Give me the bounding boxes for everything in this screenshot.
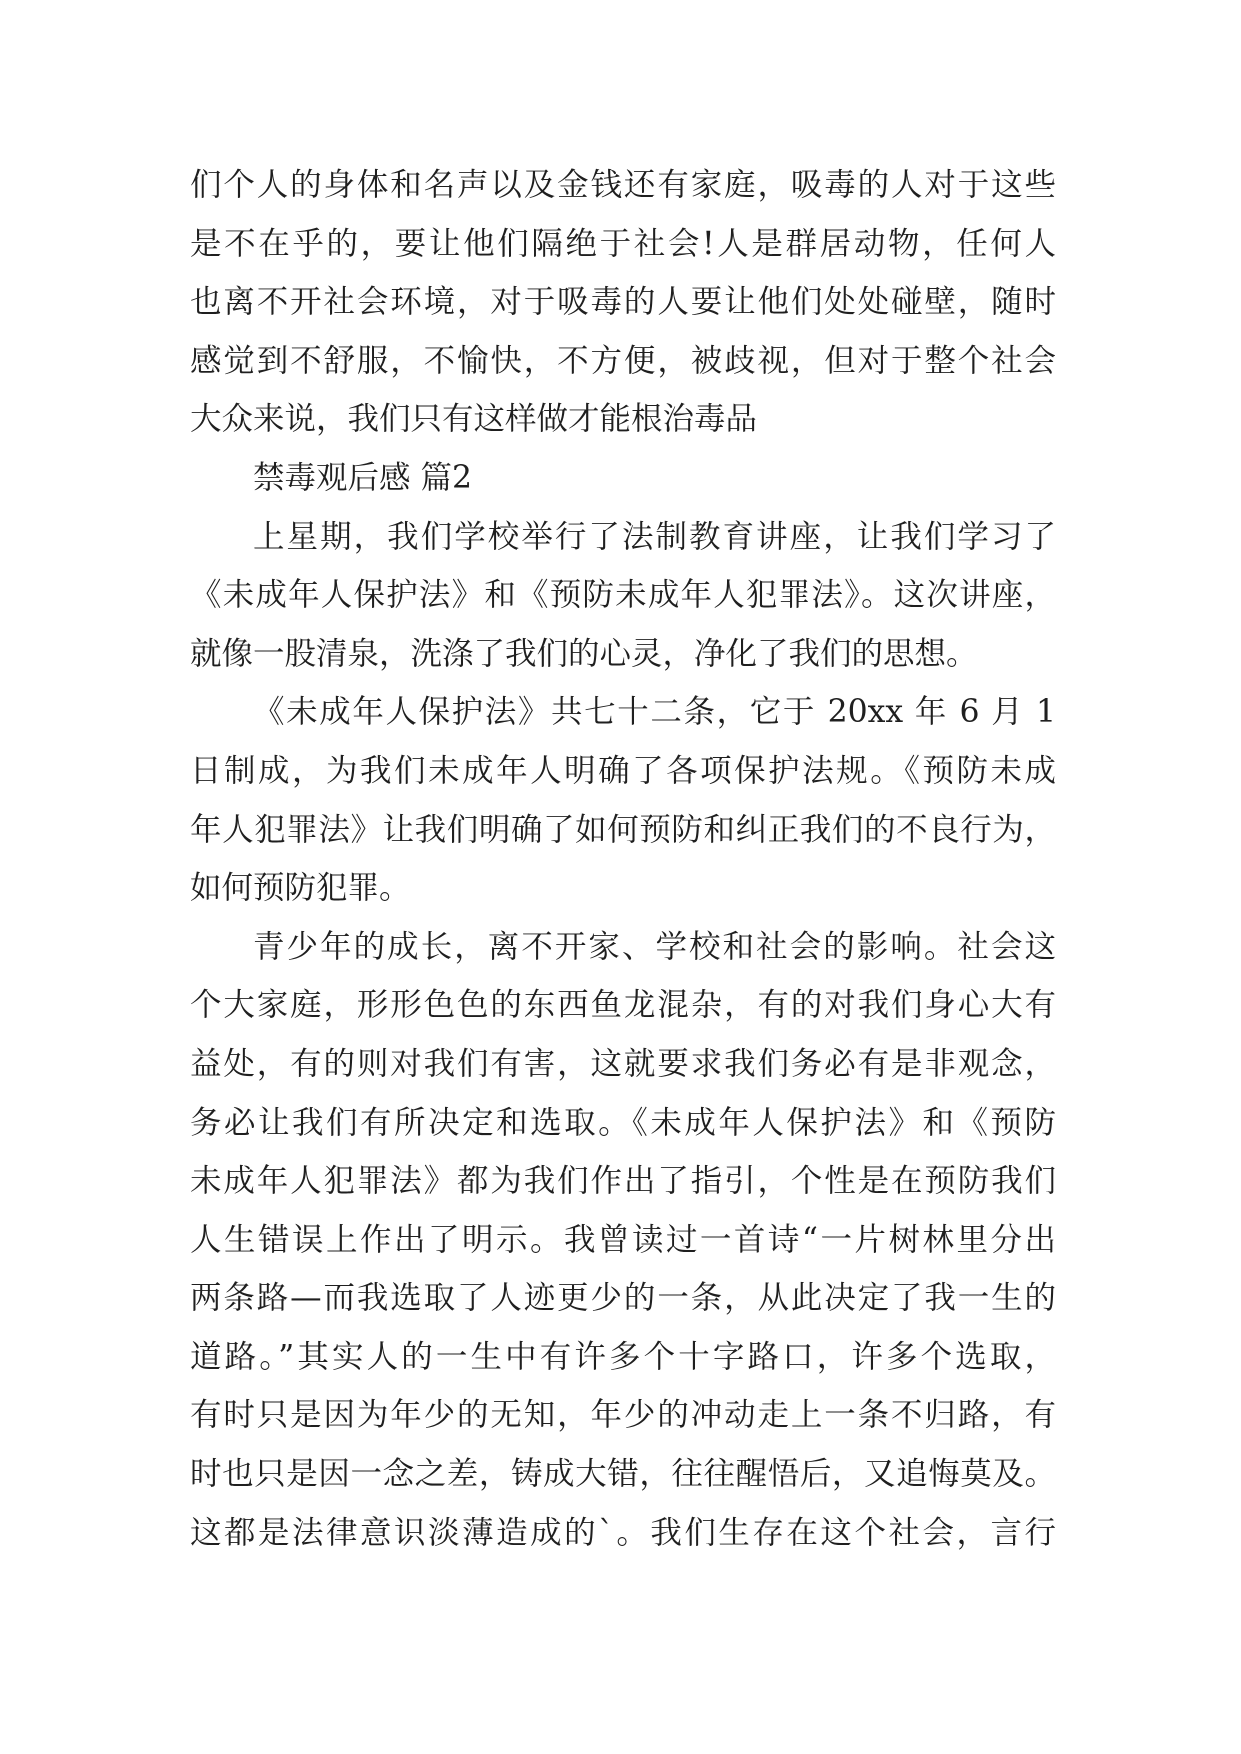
paragraph (190, 508, 1056, 684)
text-line: 就像一股清泉，洗涤了我们的心灵，净化了我们的思想。 (190, 635, 978, 672)
text-line: 年人犯罪法》让我们明确了如何预防和纠正我们的不良行为， (190, 811, 1056, 848)
paragraph (190, 683, 1056, 917)
text-line: 两条路—而我选取了人迹更少的一条，从此决定了我一生的 (190, 1280, 1056, 1317)
text-line: 如何预防犯罪。 (190, 870, 411, 907)
text-line: 日制成，为我们未成年人明确了各项保护法规。《预防未成 (190, 752, 1056, 789)
text-line: 是不在乎的，要让他们隔绝于社会!人是群居动物，任何人 (190, 225, 1056, 262)
text-line: 人生错误上作出了明示。我曾读过一首诗“一片树林里分出 (190, 1221, 1056, 1258)
text-line: 大众来说，我们只有这样做才能根治毒品 (190, 401, 758, 438)
text-line: 个大家庭，形形色色的东西鱼龙混杂，有的对我们身心大有 (190, 987, 1056, 1024)
text-line: 未成年人犯罪法》都为我们作出了指引，个性是在预防我们 (190, 1163, 1056, 1200)
text-line: 们个人的身体和名声以及金钱还有家庭，吸毒的人对于这些 (190, 167, 1056, 203)
text-line: 有时只是因为年少的无知，年少的冲动走上一条不归路，有 (190, 1397, 1056, 1434)
continued-paragraph (190, 156, 1056, 449)
text-line: 《未成年人保护法》和《预防未成年人犯罪法》。这次讲座， (190, 577, 1056, 614)
section-heading: 禁毒观后感 篇2 (253, 459, 473, 496)
text-line: 道路。”其实人的一生中有许多个十字路口，许多个选取， (190, 1338, 1056, 1375)
text-line: 《未成年人保护法》共七十二条，它于 20xx 年 6 月 1 (253, 694, 1056, 731)
text-line: 上星期，我们学校举行了法制教育讲座，让我们学习了 (253, 518, 1056, 555)
text-line: 也离不开社会环境，对于吸毒的人要让他们处处碰壁，随时 (190, 284, 1056, 321)
text-line: 感觉到不舒服，不愉快，不方便，被歧视，但对于整个社会 (190, 342, 1056, 379)
text-line: 益处，有的则对我们有害，这就要求我们务必有是非观念， (190, 1045, 1056, 1082)
text-line: 这都是法律意识淡薄造成的`。我们生存在这个社会，言行 (190, 1514, 1056, 1551)
paragraph (190, 918, 1056, 1563)
text-line: 青少年的成长，离不开家、学校和社会的影响。社会这 (253, 928, 1056, 965)
text-line: 务必让我们有所决定和选取。《未成年人保护法》和《预防 (190, 1104, 1056, 1141)
document-body (190, 156, 1056, 1562)
text-line: 时也只是因一念之差，铸成大错，往往醒悟后，又追悔莫及。 (190, 1456, 1056, 1493)
